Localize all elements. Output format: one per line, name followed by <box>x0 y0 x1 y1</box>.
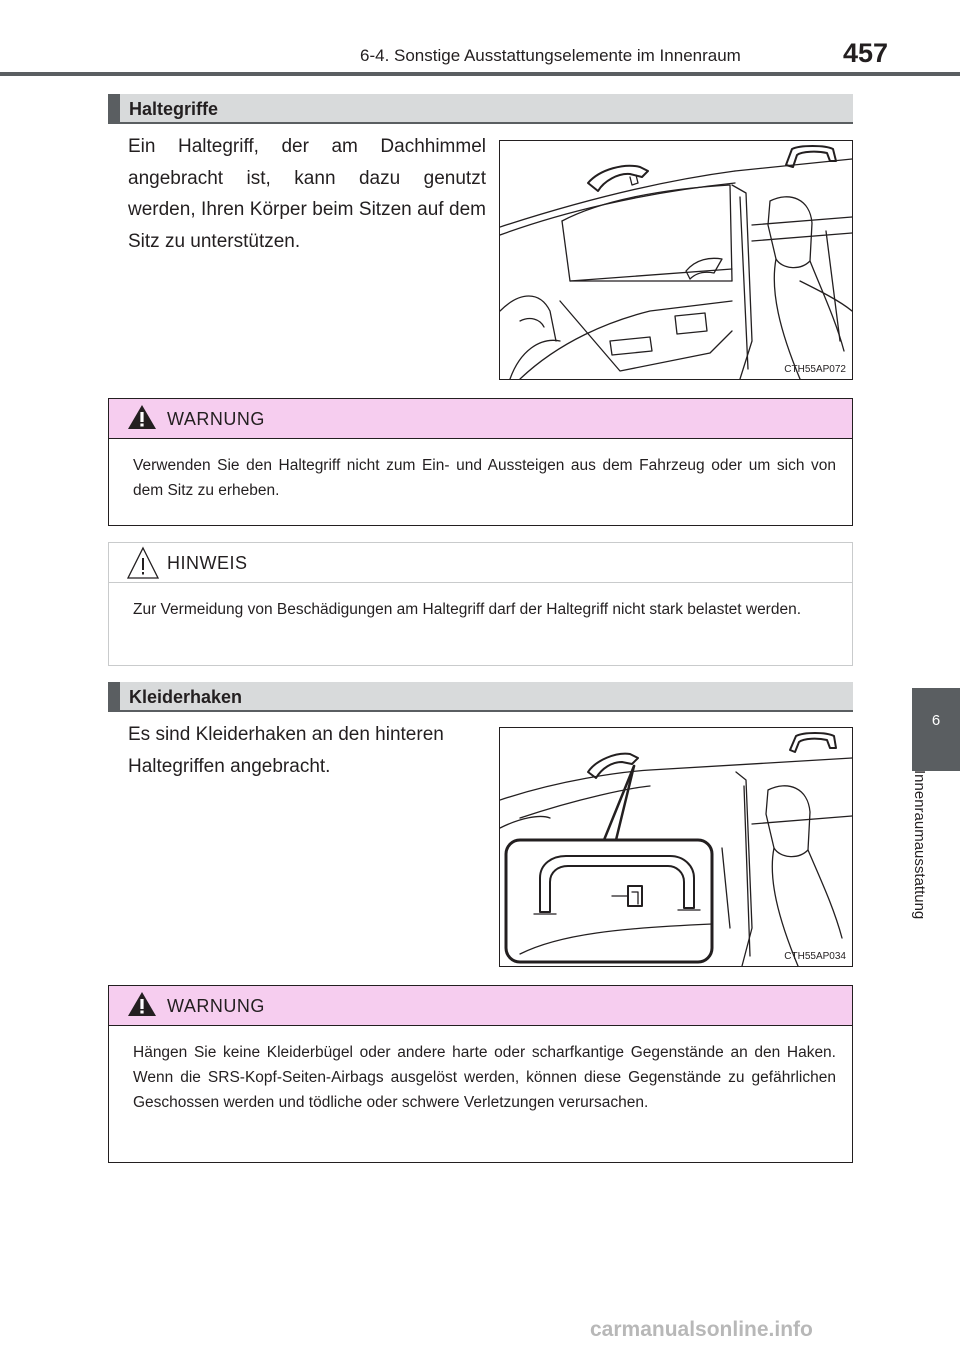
warning-header <box>109 986 852 1026</box>
warning-title: WARNUNG <box>167 409 265 429</box>
coat-hook-illustration <box>500 728 852 966</box>
figure-coat-hooks <box>499 727 853 967</box>
kleiderhaken-paragraph: Es sind Kleiderhaken an den hinteren Haltegriffen angebracht. <box>128 724 444 777</box>
warning-triangle-icon <box>127 990 157 1018</box>
warning-box-grab-handle <box>108 398 853 526</box>
header-rule <box>0 72 960 76</box>
section-heading-kleiderhaken <box>108 682 853 712</box>
notice-text: Zur Vermeidung von Beschädigungen am Haltegriff darf der Haltegriff nicht stark belastet werden. <box>133 601 802 618</box>
figure-code: CTH55AP072 <box>784 364 846 375</box>
chapter-number: 6 <box>931 712 941 729</box>
grab-handle-illustration <box>500 141 852 379</box>
chapter-label <box>904 770 934 970</box>
section-heading-haltegriffe <box>108 94 853 124</box>
warning-triangle-icon <box>127 403 157 431</box>
notice-box-grab-handle <box>108 542 853 666</box>
chapter-label-text: Innenraumausstattung <box>911 770 928 920</box>
warning-header <box>109 399 852 439</box>
section-heading-text: Kleiderhaken <box>129 687 243 707</box>
notice-header <box>109 543 852 583</box>
section-heading-text: Haltegriffe <box>129 99 219 119</box>
warning-title: WARNUNG <box>167 996 265 1016</box>
running-header-title: 6-4. Sonstige Ausstattungselemente im Innenraum <box>360 46 741 65</box>
notice-title: HINWEIS <box>167 553 248 573</box>
warning-text: Verwenden Sie den Haltegriff nicht zum Ein- und Aussteigen aus dem Fahrzeug oder um sich von dem Sitz zu erheben. <box>133 457 836 499</box>
caution-triangle-icon <box>127 546 159 580</box>
warning-box-coat-hook <box>108 985 853 1163</box>
figure-grab-handles <box>499 140 853 380</box>
haltegriffe-paragraph: Ein Haltegriff, der am Dachhimmel angebracht ist, kann dazu genutzt werden, Ihren Körper beim Sitzen auf dem Sitz zu unterstützen. <box>128 136 486 252</box>
figure-code: CTH55AP034 <box>784 951 846 962</box>
watermark: carmanualsonline.info <box>590 1318 813 1341</box>
warning-text: Hängen Sie keine Kleiderbügel oder andere harte oder scharfkantige Gegenstände an den Haken. Wenn die SRS-Kopf-Seiten-Airbags ausgelöst werden, können diese Gegenstände zu gefährlichen Geschossen werden und tödliche oder schwere Verletzungen verursachen. <box>133 1044 836 1111</box>
page-number: 457 <box>843 38 889 68</box>
